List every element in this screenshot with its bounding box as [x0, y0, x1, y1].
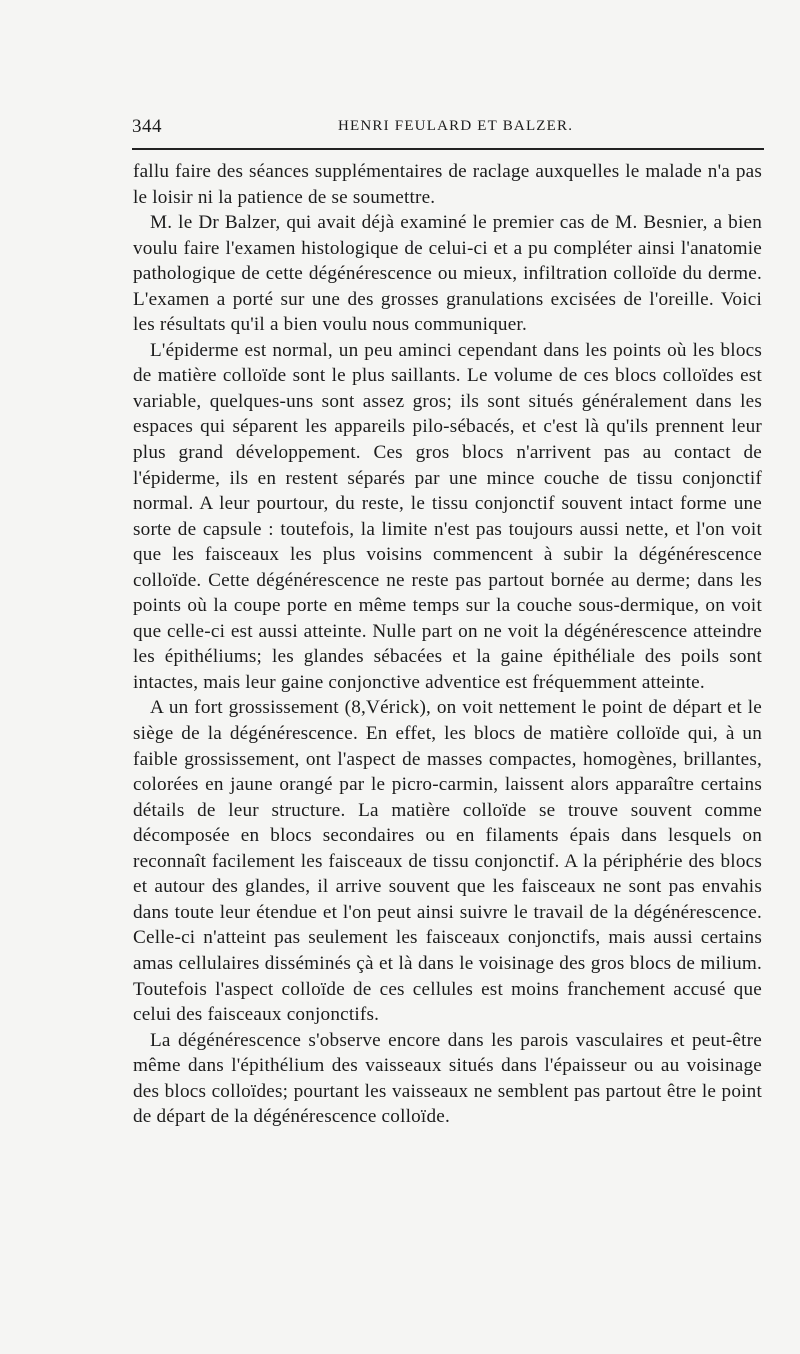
header-rule [132, 148, 764, 150]
paragraph-1: fallu faire des séances supplémentaires de raclage auxquelles le malade n'a pas le loisir ni la patience de se soumettre. [133, 161, 762, 208]
body-text [133, 159, 762, 1130]
page-number: 344 [132, 116, 162, 137]
running-title: HENRI FEULARD ET BALZER. [338, 118, 574, 134]
paragraph-5: La dégénérescence s'observe encore dans les parois vasculaires et peut-être même dans l'épithélium des vaisseaux situés dans l'épaisseur ou au voisinage des blocs colloïdes; pourtant les vaisseaux ne semblent pas partout être le point de départ de la dégénérescence colloïde. [133, 1029, 762, 1128]
paragraph-3: L'épiderme est normal, un peu aminci cependant dans les points où les blocs de matière colloïde sont le plus saillants. Le volume de ces blocs colloïdes est variable, quelques-uns sont assez gros; ils sont situés généralement dans les espaces qui séparent les appareils pilo-sébacés, et c'est là qu'ils prennent leur plus grand développement. Ces gros blocs n'arrivent pas au contact de l'épiderme, ils en restent séparés par une mince couche de tissu conjonctif normal. A leur pourtour, du reste, le tissu conjonctif souvent intact forme une sorte de capsule : toutefois, la limite n'est pas toujours aussi nette, et l'on voit que les faisceaux les plus voisins commencent à subir la dégénérescence colloïde. Cette dégénérescence ne reste pas partout bornée au derme; dans les points où la coupe porte en même temps sur la couche sous-dermique, on voit que celle-ci est aussi atteinte. Nulle part on ne voit la dégénérescence atteindre les épithéliums; les glandes sébacées et la gaine épithéliale des poils sont intactes, mais leur gaine conjonctive adventice est fréquemment atteinte. [133, 339, 762, 693]
running-head [132, 116, 762, 138]
paragraph-4: A un fort grossissement (8,Vérick), on voit nettement le point de départ et le siège de la dégénérescence. En effet, les blocs de matière colloïde qui, à un faible grossissement, ont l'aspect de masses compactes, homogènes, brillantes, colorées en jaune orangé par le picro-carmin, laissent alors apparaître certains détails de leur structure. La matière colloïde se trouve souvent comme décomposée en blocs secondaires ou en filaments épais dans lesquels on reconnaît facilement les faisceaux de tissu conjonctif. A la périphérie des blocs et autour des glandes, il arrive souvent que les faisceaux ne sont pas envahis dans toute leur étendue et l'on peut ainsi suivre le travail de la dégénérescence. Celle-ci n'atteint pas seulement les faisceaux conjonctifs, mais aussi certains amas cellulaires disséminés çà et là dans le voisinage des gros blocs de milium. Toutefois l'aspect colloïde de ces cellules est moins franchement accusé que celui des faisceaux conjonctifs. [133, 697, 762, 1026]
paragraph-2: M. le Dr Balzer, qui avait déjà examiné le premier cas de M. Besnier, a bien voulu faire l'examen histologique de celui-ci et a pu compléter ainsi l'anatomie pathologique de cette dégénérescence ou mieux, infiltration colloïde du derme. L'examen a porté sur une des grosses granulations excisées de l'oreille. Voici les résultats qu'il a bien voulu nous communiquer. [133, 212, 762, 336]
